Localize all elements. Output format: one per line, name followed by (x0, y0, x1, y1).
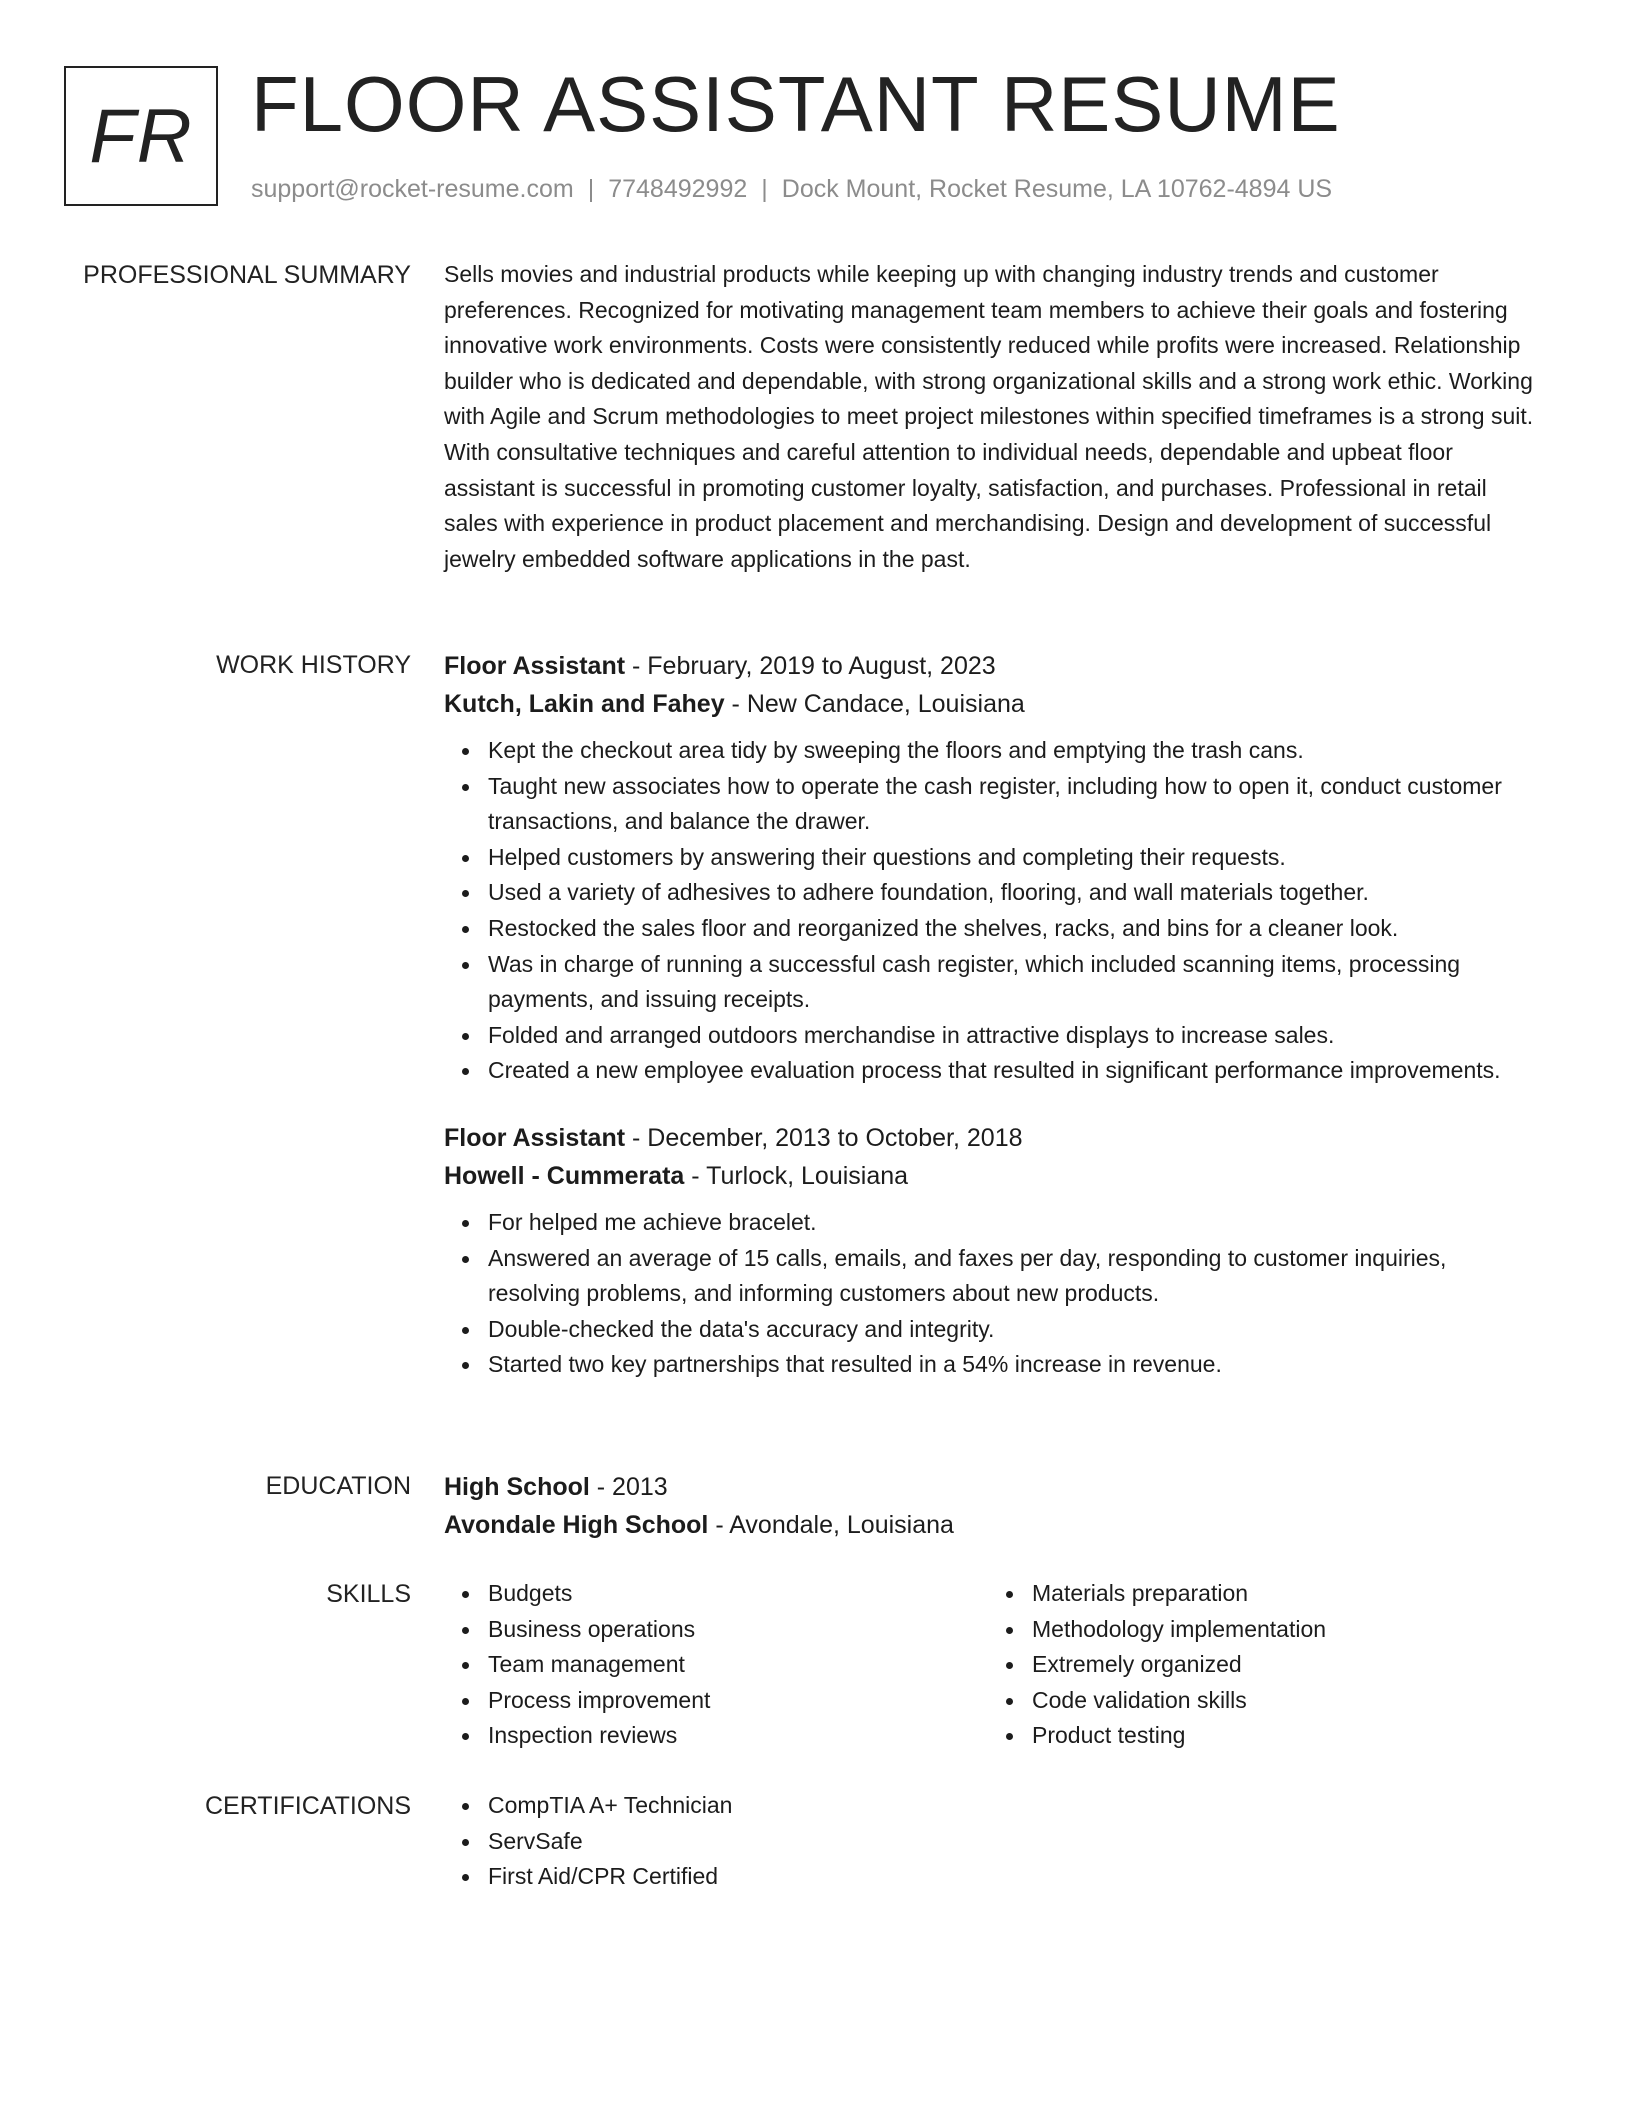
job-duty-item: Taught new associates how to operate the cash register, including how to open it, conduct customer transactions, and balance the drawer. (488, 769, 1544, 840)
section-heading-certifications: CERTIFICATIONS (204, 1792, 411, 1820)
job-duty-item: Answered an average of 15 calls, emails, and faxes per day, responding to customer inquiries, resolving problems, and informing customers about new products. (488, 1241, 1544, 1312)
section-heading-skills: SKILLS (326, 1580, 411, 1608)
job-title-line (444, 647, 1544, 685)
job-company-line (444, 1157, 1544, 1195)
contact-line (251, 172, 1332, 206)
job-entry (444, 1119, 1544, 1383)
certification-item: CompTIA A+ Technician (488, 1788, 1544, 1824)
certification-item: First Aid/CPR Certified (488, 1859, 1544, 1895)
job-company: Howell - Cummerata (444, 1161, 685, 1190)
job-duty-item: Was in charge of running a successful cash register, which included scanning items, processing payments, and issuing receipts. (488, 947, 1544, 1018)
job-duty-item: Restocked the sales floor and reorganized the shelves, racks, and bins for a cleaner look. (488, 911, 1544, 947)
job-duty-item: For helped me achieve bracelet. (488, 1205, 1544, 1241)
job-duty-item: Created a new employee evaluation process that resulted in significant performance improvements. (488, 1053, 1544, 1089)
job-duty-item: Used a variety of adhesives to adhere foundation, flooring, and wall materials together. (488, 875, 1544, 911)
job-duty-item: Helped customers by answering their questions and completing their requests. (488, 840, 1544, 876)
job-duties-list (444, 733, 1544, 1089)
skill-item: Process improvement (488, 1683, 988, 1719)
resume-title: FLOOR ASSISTANT RESUME (251, 60, 1341, 148)
section-heading-work-history: WORK HISTORY (216, 651, 411, 679)
job-duty-item: Started two key partnerships that resulted in a 54% increase in revenue. (488, 1347, 1544, 1383)
skill-item: Product testing (1032, 1718, 1488, 1754)
skill-item: Business operations (488, 1612, 988, 1648)
skill-item: Budgets (488, 1576, 988, 1612)
skill-item: Methodology implementation (1032, 1612, 1488, 1648)
skill-item: Team management (488, 1647, 988, 1683)
job-location: - Turlock, Louisiana (684, 1161, 909, 1190)
education-location: - Avondale, Louisiana (708, 1511, 954, 1539)
job-title: Floor Assistant (444, 1123, 626, 1152)
education-school-line (444, 1506, 1544, 1544)
contact-address: Dock Mount, Rocket Resume, LA 10762-4894 US (781, 175, 1333, 203)
contact-separator: | (587, 175, 595, 203)
skill-item: Materials preparation (1032, 1576, 1488, 1612)
job-dates: - December, 2013 to October, 2018 (625, 1123, 1023, 1152)
job-company-line (444, 685, 1544, 723)
job-dates: - February, 2019 to August, 2023 (625, 652, 996, 680)
skill-item: Code validation skills (1032, 1683, 1488, 1719)
summary-paragraph: Sells movies and industrial products while keeping up with changing industry trends and customer preferences. Recognized for motivating management team members to achieve their goals and fostering innovative work environments. Costs were consistently reduced while profits were increased. Relationship builder who is dedicated and dependable, with strong organizational skills and a strong work ethic. Working with Agile and Scrum methodologies to meet project milestones within specified timeframes is a strong suit. With consultative techniques and careful attention to individual needs, dependable and upbeat floor assistant is successful in promoting customer loyalty, satisfaction, and purchases. Professional in retail sales with experience in product placement and merchandising. Design and development of successful jewelry embedded software applications in the past. (444, 261, 1534, 572)
skill-item: Extremely organized (1032, 1647, 1488, 1683)
job-duties-list (444, 1205, 1544, 1383)
education-school: Avondale High School (444, 1511, 709, 1539)
section-heading-education: EDUCATION (265, 1472, 411, 1500)
section-heading-summary: PROFESSIONAL SUMMARY (83, 261, 411, 289)
contact-separator: | (761, 175, 768, 203)
initials-monogram (64, 66, 218, 206)
education-degree-line (444, 1468, 1544, 1506)
contact-phone: 7748492992 (608, 175, 748, 203)
job-title: Floor Assistant (444, 652, 626, 680)
job-duty-item: Double-checked the data's accuracy and integrity. (488, 1312, 1544, 1348)
job-company: Kutch, Lakin and Fahey (444, 690, 725, 718)
education-degree: High School (444, 1473, 590, 1501)
job-duty-item: Kept the checkout area tidy by sweeping the floors and emptying the trash cans. (488, 733, 1544, 769)
skill-item: Inspection reviews (488, 1718, 988, 1754)
job-duty-item: Folded and arranged outdoors merchandise in attractive displays to increase sales. (488, 1018, 1544, 1054)
education-year: - 2013 (589, 1473, 668, 1501)
job-title-line (444, 1119, 1544, 1157)
skills-list-column-1 (444, 1576, 988, 1754)
contact-email: support@rocket-resume.com (251, 175, 574, 203)
initials-text: FR (89, 93, 193, 179)
job-entry (444, 647, 1544, 1089)
skills-list-column-2 (988, 1576, 1488, 1754)
certifications-list (444, 1788, 1544, 1895)
job-location: - New Candace, Louisiana (724, 690, 1025, 718)
certification-item: ServSafe (488, 1824, 1544, 1860)
